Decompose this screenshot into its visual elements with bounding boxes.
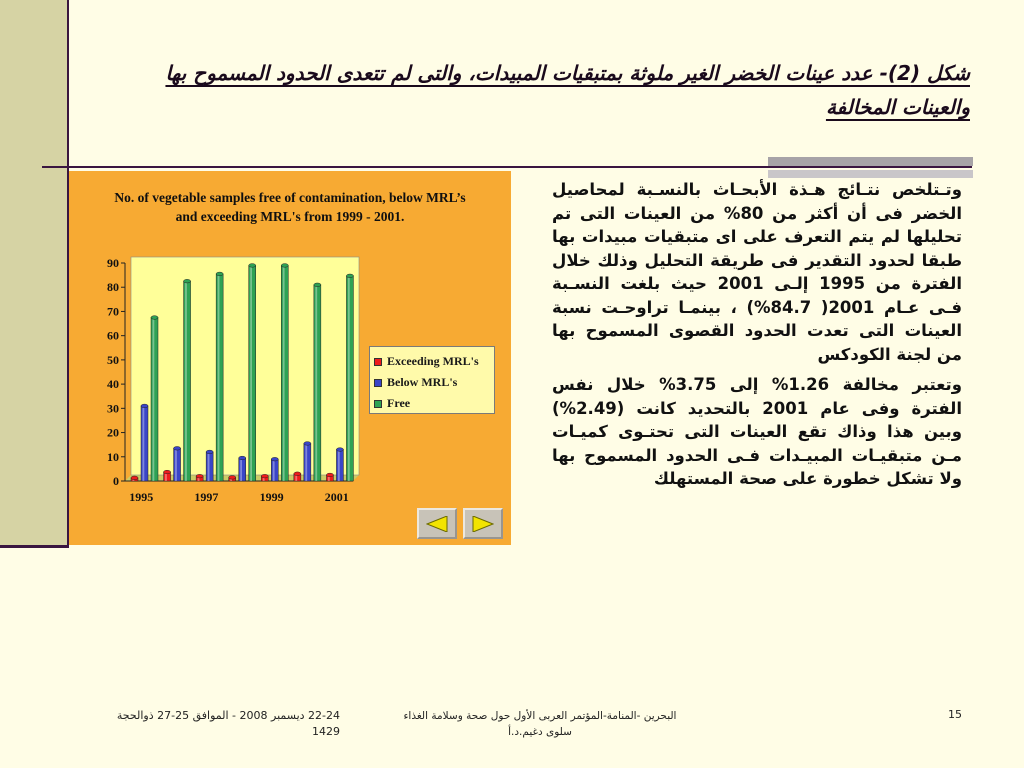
bar [261, 474, 268, 481]
x-tick-label: 1999 [259, 490, 284, 504]
bar-highlight [218, 274, 220, 481]
footer-conference-line1: البحرين -المنامة-المؤتمر العربى الأول حول صحة وسلامة الغذاء [403, 710, 677, 722]
x-tick-label: 1995 [129, 490, 154, 504]
bar [229, 476, 236, 481]
bar-highlight [240, 458, 242, 481]
y-tick-label: 40 [107, 377, 119, 392]
bar-body [206, 452, 213, 481]
bar [346, 274, 353, 481]
bar-cap [314, 283, 321, 287]
bar-cap [151, 316, 158, 320]
bar-cap [326, 473, 333, 477]
bar-cap [206, 450, 213, 454]
y-tick-label: 90 [107, 256, 119, 270]
bar-body [141, 406, 148, 481]
bar-body [346, 276, 353, 481]
bar-body [184, 281, 191, 481]
legend-swatch-exceeding [374, 358, 382, 366]
bar-highlight [338, 450, 340, 481]
bar-body [314, 285, 321, 481]
legend-item-exceeding [374, 351, 494, 372]
bar-cap [196, 474, 203, 478]
bar-cap [239, 456, 246, 460]
slide-title-text: شكل (2)- عدد عينات الخضر الغير ملوثة بمتبقيات المبيدات، والتى لم تتعدى الحدود المسموح بها والعينات المخالفة [165, 61, 970, 119]
bar-highlight [208, 452, 210, 481]
bar-body [216, 274, 223, 481]
bar [164, 470, 171, 481]
bar-body [281, 265, 288, 481]
bar [216, 272, 223, 481]
bar-body [239, 458, 246, 481]
bar-cap [229, 476, 236, 480]
bar-highlight [250, 265, 252, 481]
bar-cap [271, 457, 278, 461]
y-tick-label: 20 [107, 425, 119, 440]
bar [314, 283, 321, 481]
legend-item-below [374, 372, 494, 393]
bar-cap [249, 264, 256, 268]
bar-cap [336, 448, 343, 452]
title-separator [42, 166, 972, 168]
bar-body [174, 448, 181, 481]
bar-body [336, 450, 343, 481]
chart-legend [369, 346, 495, 414]
bar [151, 316, 158, 481]
body-paragraph-2: وتعتبر مخالفة 1.26% إلى 3.75% خلال نفس الفترة وفى عام 2001 بالتحديد كانت (2.49%) وبين هذا وذاك تقع العينات التى تحتـوى كميـات مـن متبقيـات المبيـدات فـى الحدود المسموح بها ولا تشكل خطورة على صحة المستهلك [552, 375, 963, 488]
bar-cap [216, 272, 223, 276]
slide-title [100, 56, 970, 124]
bar [249, 264, 256, 481]
bar-cap [184, 279, 191, 283]
legend-swatch-free [374, 400, 382, 408]
bar-cap [131, 476, 138, 480]
side-decor-panel [0, 0, 67, 545]
y-tick-label: 50 [107, 352, 119, 367]
bar [131, 476, 138, 481]
legend-label-free: Free [387, 396, 411, 410]
bar-cap [346, 274, 353, 278]
bar-highlight [348, 276, 350, 481]
bar [174, 447, 181, 482]
right-arrow-icon [472, 516, 494, 532]
bar-highlight [305, 443, 307, 481]
bar [206, 450, 213, 481]
bar-cap [174, 447, 181, 451]
accent-bar-light [768, 170, 973, 178]
legend-swatch-below [374, 379, 382, 387]
footer-conference-line2: سلوى دغيم.د.أ [508, 726, 572, 738]
legend-label-exceeding: Exceeding MRL's [387, 354, 479, 368]
y-tick-label: 70 [107, 304, 119, 319]
legend-label-below: Below MRL's [387, 375, 458, 389]
bar-cap [164, 470, 171, 474]
bar [184, 279, 191, 481]
slide-number: 15 [948, 708, 962, 721]
bar [336, 448, 343, 481]
x-tick-label: 2001 [324, 490, 349, 504]
bar-highlight [185, 281, 187, 481]
bar-body [249, 265, 256, 481]
accent-bar-dark [768, 157, 973, 166]
bar [326, 473, 333, 481]
bar [196, 474, 203, 481]
bar-highlight [153, 318, 155, 482]
left-arrow-icon [426, 516, 448, 532]
bar [294, 472, 301, 481]
bar [281, 264, 288, 481]
bar-body [304, 443, 311, 481]
bar-body [151, 318, 158, 482]
body-paragraph-1: وتـتلخص نتـائج هـذة الأبحـاث بالنسـبة لمحاصيل الخضر فى أن أكثر من 80% من العينات التى تم تحليلها لم يتم التعرف على اى متبقيات مبيدات بها طبقا لحدود التقدير فى طريقة التحليل وذلك خلال الفترة من 1995 إلـى 2001 حيث بلغت النسـبة فـى عـام 2001( 84.7%) ، بينمـا تراوحـت نسبة العينات التى تعدت الحدود القصوى المسموح بها من لجنة الكودكس [552, 180, 962, 364]
slide-body [552, 178, 962, 498]
bar [141, 404, 148, 481]
bar-highlight [283, 265, 285, 481]
y-tick-label: 10 [107, 449, 119, 464]
plot-area [131, 257, 359, 475]
bar-highlight [143, 406, 145, 481]
bar-cap [141, 404, 148, 408]
bar-body [271, 459, 278, 481]
bar-highlight [175, 448, 177, 481]
bar-cap [304, 442, 311, 446]
bar-highlight [315, 285, 317, 481]
bar [239, 456, 246, 481]
chart-title: No. of vegetable samples free of contamination, below MRL’s and exceeding MRL's from 1999 - 2001. [114, 190, 466, 224]
bar-highlight [273, 459, 275, 481]
bar-cap [281, 264, 288, 268]
next-slide-button[interactable] [463, 508, 503, 539]
footer-date: 22-24 ديسمبر 2008 - الموافق 25-27 ذوالحجة 1429 [116, 709, 340, 738]
footer-conference [370, 708, 710, 740]
bar [304, 442, 311, 481]
side-divider-horizontal [0, 545, 69, 548]
prev-slide-button[interactable] [417, 508, 457, 539]
bar-cap [294, 472, 301, 476]
chart-panel [69, 171, 511, 545]
y-tick-label: 60 [107, 328, 119, 343]
x-tick-label: 1997 [194, 490, 219, 504]
bar [271, 457, 278, 481]
y-tick-label: 30 [107, 401, 119, 416]
y-tick-label: 0 [113, 474, 119, 488]
bar-cap [261, 474, 268, 478]
legend-item-free [374, 393, 494, 414]
y-tick-label: 80 [107, 280, 119, 295]
